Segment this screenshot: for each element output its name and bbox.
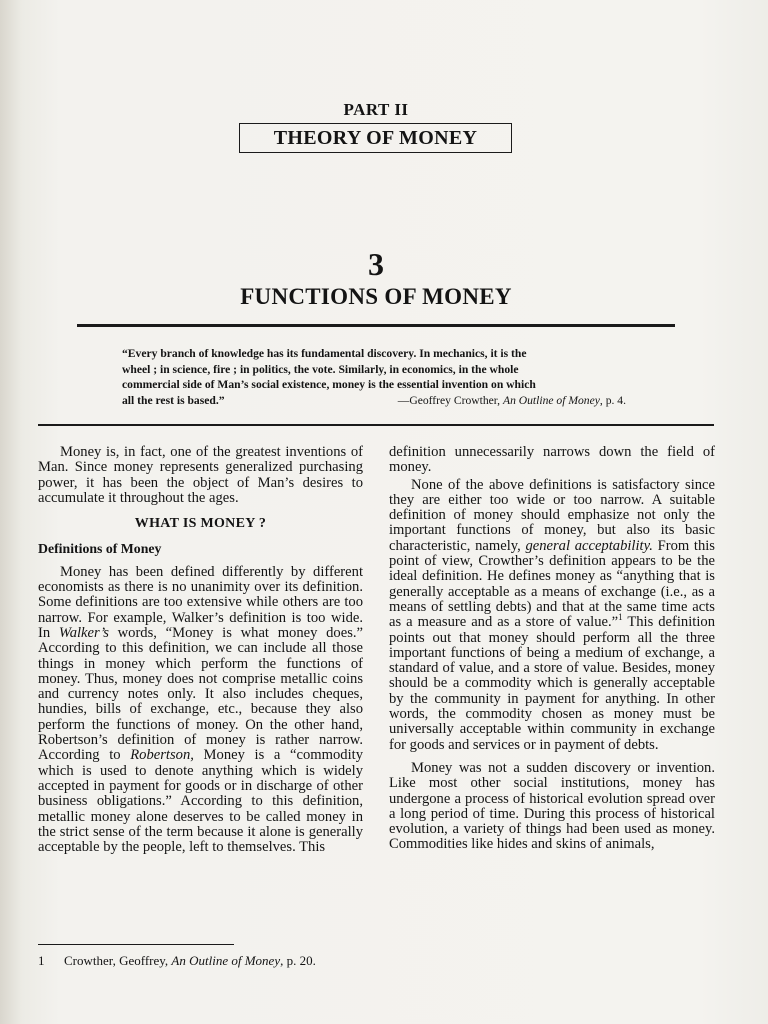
footnote-page: , p. 20. <box>280 953 316 968</box>
chapter-number: 3 <box>368 246 384 282</box>
footnote-number: 1 <box>38 953 45 968</box>
top-rule <box>77 324 675 327</box>
epigraph-attribution <box>398 393 626 409</box>
epigraph <box>122 346 634 408</box>
footnote-author: Crowther, Geoffrey, <box>64 953 172 968</box>
part-title-box: THEORY OF MONEY <box>239 123 512 153</box>
subsection-heading: Definitions of Money <box>38 541 162 557</box>
left-column <box>38 445 363 855</box>
italic-run: general acceptability. <box>525 537 653 554</box>
attribution-author: —Geoffrey Crowther, <box>397 393 503 407</box>
chapter-title: FUNCTIONS OF MONEY <box>240 284 512 309</box>
italic-run: Walker’s <box>58 624 109 641</box>
text-run: None of the above definitions is satisfactory since they are either too wide or too narrow. A suitable definition of money should emphasize not only the important functions of money, but also its basic characteristic, namely, <box>389 476 715 554</box>
text-run: This definition points out that money should perform all the three important functions of being a medium of exchange, a standard of value, and a store of value. Besides, money should be a commodity which is generally acceptable by the community in payment for anything. In other words, the commodity chosen as money must be universally acceptable within community in exchange for goods and services or in payment of debts. <box>389 614 715 753</box>
footnote-book: An Outline of Money <box>171 953 281 968</box>
text-run: Money is a “commodity which is used to denote anything which is widely accepted in payment for goods or in discharge of other business obligations.” According to this definition, metallic money alone deserves to be called money in the strict sense of the term because it alone is generally acceptable by the people, left to themselves. This <box>38 747 363 856</box>
definitions-paragraph <box>38 565 363 856</box>
right-column <box>389 445 715 853</box>
footnote-marker: 1 <box>618 612 623 623</box>
epigraph-line: “Every branch of knowledge has its fundamental discovery. In mechanics, it is the <box>122 347 527 360</box>
section-heading: WHAT IS MONEY ? <box>134 516 267 532</box>
evolution-paragraph: Money was not a sudden discovery or invention. Like most other social institutions, money has undergone a process of historical evolution spread over a long period of time. During this process of historical evolution, a variety of things had been used as money. Commodities like hides and skins of animals, <box>389 759 715 853</box>
text-run: Money has been defined differently by different economists as there is no unanimity over its definition. Some definitions are too extensive while others are too narrow. For example, Walker’s definition is too wide. In <box>38 563 363 641</box>
attribution-page: , p. 4. <box>599 393 626 407</box>
part-label: PART II <box>343 100 409 119</box>
text-run: From this point of view, Crowther’s definition appears to be the ideal definition. He defines money as “anything that is generally acceptable as a means of exchange (i.e., as a means of settling debts) and that at the same time acts as a measure and as a store of value.” <box>389 537 715 631</box>
footnote-rule <box>38 944 234 945</box>
epigraph-line: all the rest is based.” <box>122 393 225 407</box>
italic-run: Robertson, <box>130 747 194 764</box>
satisfactory-paragraph <box>389 478 715 753</box>
footnote <box>38 953 316 969</box>
text-run: words, “Money is what money does.” According to this definition, we can include all those things in money which perform the functions of money. Thus, money does not comprise metallic coins and currency notes only. It also includes cheques, hundies, bills of exchange, etc., because they also perform the functions of money. On the other hand, Robertson’s definition of money is rather narrow. According to <box>38 624 363 764</box>
epigraph-line: wheel ; in science, fire ; in politics, the vote. Similarly, in economics, in the whole <box>122 362 519 376</box>
bottom-rule <box>38 424 714 426</box>
attribution-book: An Outline of Money <box>502 393 600 407</box>
intro-paragraph: Money is, in fact, one of the greatest inventions of Man. Since money represents generalized purchasing power, it has been the object of Man’s desires to accumulate it throughout the ages. <box>38 444 363 506</box>
epigraph-line: commercial side of Man’s social existence, money is the essential invention on which <box>122 378 536 392</box>
continued-paragraph: definition unnecessarily narrows down the field of money. <box>389 444 715 476</box>
